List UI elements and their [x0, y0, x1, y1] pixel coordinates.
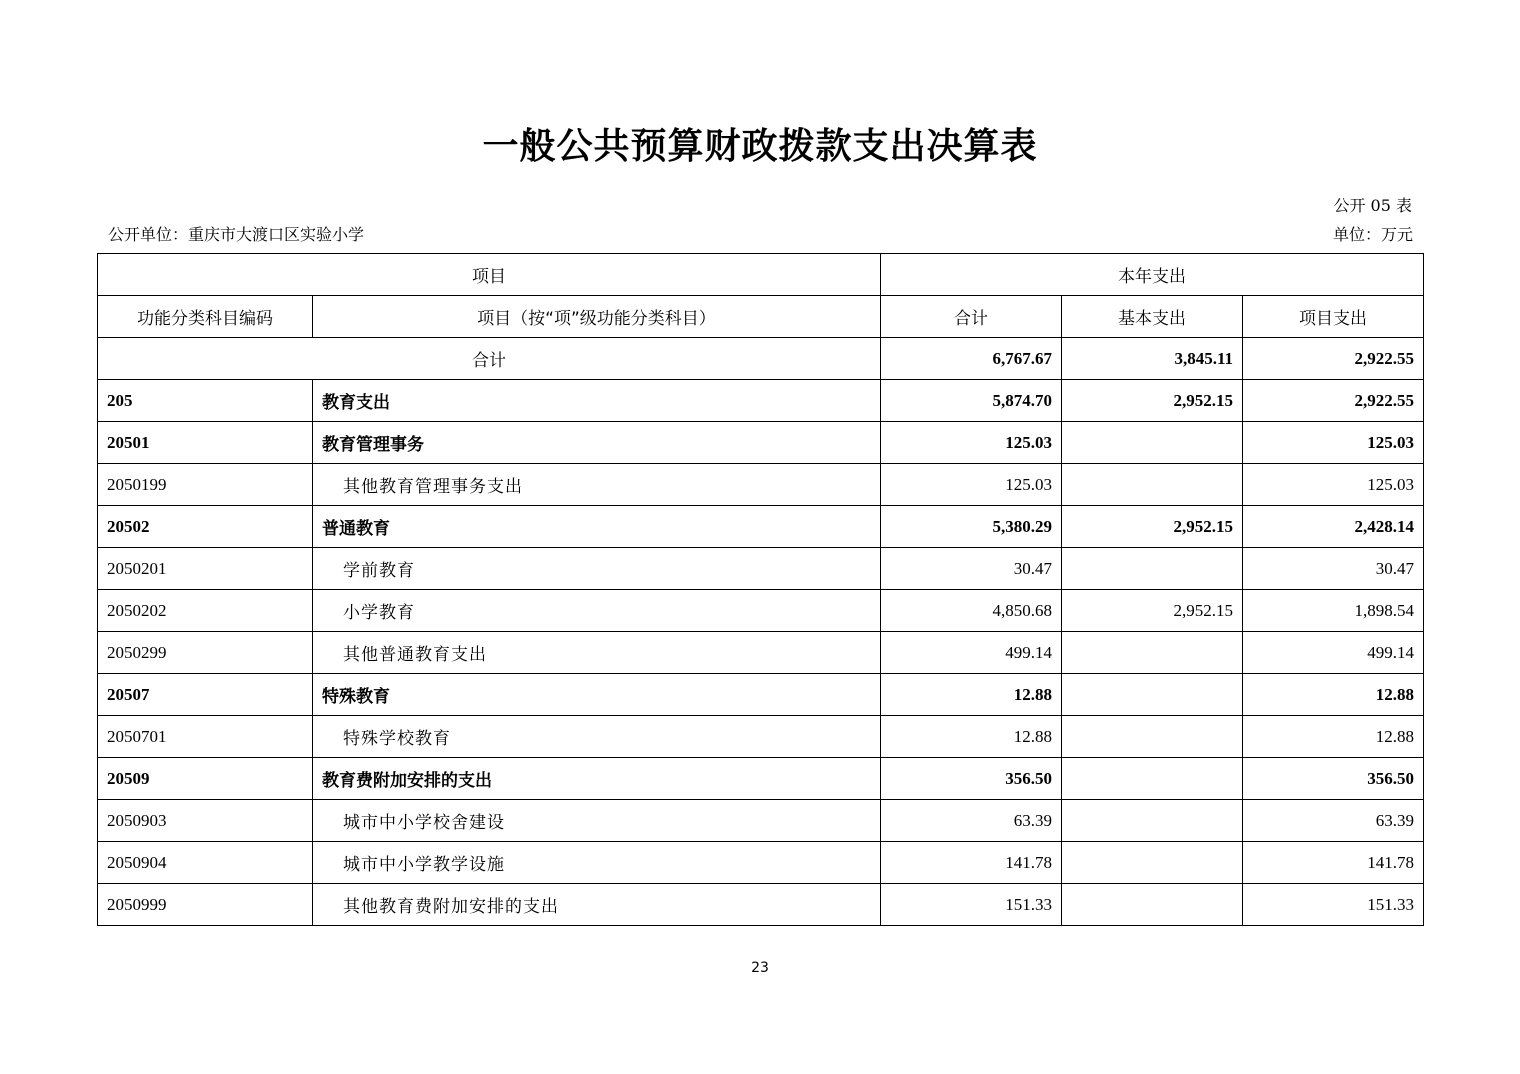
row-total: 63.39 — [881, 800, 1062, 842]
row-code: 2050201 — [98, 548, 313, 590]
table-row — [98, 632, 1424, 674]
row-project: 151.33 — [1243, 884, 1424, 926]
row-project: 12.88 — [1243, 716, 1424, 758]
row-project: 30.47 — [1243, 548, 1424, 590]
row-name: 特殊教育 — [313, 674, 881, 716]
row-basic — [1062, 548, 1243, 590]
header-item: 项目 — [98, 254, 881, 296]
row-code: 205 — [98, 380, 313, 422]
row-project: 1,898.54 — [1243, 590, 1424, 632]
table-row — [98, 506, 1424, 548]
row-project: 125.03 — [1243, 422, 1424, 464]
row-name: 教育管理事务 — [313, 422, 881, 464]
row-name: 普通教育 — [313, 506, 881, 548]
row-total: 5,380.29 — [881, 506, 1062, 548]
row-name: 特殊学校教育 — [313, 716, 881, 758]
row-basic — [1062, 884, 1243, 926]
row-code: 2050299 — [98, 632, 313, 674]
row-basic — [1062, 674, 1243, 716]
table-row — [98, 716, 1424, 758]
currency-unit-label: 单位：万元 — [1332, 225, 1413, 244]
row-project: 63.39 — [1243, 800, 1424, 842]
table-row — [98, 842, 1424, 884]
row-total: 125.03 — [881, 422, 1062, 464]
table-row — [98, 548, 1424, 590]
row-project: 12.88 — [1243, 674, 1424, 716]
table-row — [98, 800, 1424, 842]
table-row — [98, 380, 1424, 422]
row-code: 2050202 — [98, 590, 313, 632]
row-basic: 2,952.15 — [1062, 380, 1243, 422]
row-basic: 2,952.15 — [1062, 590, 1243, 632]
row-project: 356.50 — [1243, 758, 1424, 800]
row-name: 其他普通教育支出 — [313, 632, 881, 674]
header-row-sub — [98, 296, 1424, 338]
row-total: 151.33 — [881, 884, 1062, 926]
row-basic — [1062, 422, 1243, 464]
row-code: 2050199 — [98, 464, 313, 506]
header-current-year: 本年支出 — [881, 254, 1424, 296]
row-total: 12.88 — [881, 716, 1062, 758]
row-total: 499.14 — [881, 632, 1062, 674]
header-total: 合计 — [881, 296, 1062, 338]
row-code: 20509 — [98, 758, 313, 800]
header-basic: 基本支出 — [1062, 296, 1243, 338]
row-code: 2050903 — [98, 800, 313, 842]
row-total: 356.50 — [881, 758, 1062, 800]
row-code: 20502 — [98, 506, 313, 548]
form-id-label: 公开 05 表 — [1333, 196, 1412, 215]
header-project: 项目支出 — [1243, 296, 1424, 338]
row-name: 学前教育 — [313, 548, 881, 590]
row-basic — [1062, 716, 1243, 758]
total-row-label: 合计 — [98, 338, 881, 380]
row-name: 其他教育费附加安排的支出 — [313, 884, 881, 926]
row-basic — [1062, 842, 1243, 884]
total-row-total: 6,767.67 — [881, 338, 1062, 380]
row-project: 125.03 — [1243, 464, 1424, 506]
table-row — [98, 464, 1424, 506]
table-row — [98, 884, 1424, 926]
row-name: 教育支出 — [313, 380, 881, 422]
row-total: 12.88 — [881, 674, 1062, 716]
reporting-unit-label: 公开单位：重庆市大渡口区实验小学 — [108, 225, 365, 244]
row-basic — [1062, 632, 1243, 674]
table-row — [98, 422, 1424, 464]
row-total: 141.78 — [881, 842, 1062, 884]
row-total: 30.47 — [881, 548, 1062, 590]
row-code: 20507 — [98, 674, 313, 716]
header-code: 功能分类科目编码 — [98, 296, 313, 338]
page-number: 23 — [751, 960, 769, 976]
total-row-project: 2,922.55 — [1243, 338, 1424, 380]
row-basic — [1062, 800, 1243, 842]
row-total: 5,874.70 — [881, 380, 1062, 422]
row-project: 2,922.55 — [1243, 380, 1424, 422]
row-name: 城市中小学教学设施 — [313, 842, 881, 884]
row-project: 499.14 — [1243, 632, 1424, 674]
row-project: 2,428.14 — [1243, 506, 1424, 548]
row-name: 小学教育 — [313, 590, 881, 632]
row-project: 141.78 — [1243, 842, 1424, 884]
row-basic — [1062, 758, 1243, 800]
header-item-detail: 项目（按“项”级功能分类科目） — [313, 296, 881, 338]
page-title: 一般公共预算财政拨款支出决算表 — [482, 126, 1038, 167]
table-row — [98, 590, 1424, 632]
header-row-top — [98, 254, 1424, 296]
row-name: 其他教育管理事务支出 — [313, 464, 881, 506]
row-code: 20501 — [98, 422, 313, 464]
row-total: 4,850.68 — [881, 590, 1062, 632]
row-code: 2050999 — [98, 884, 313, 926]
table-row — [98, 674, 1424, 716]
table-row — [98, 758, 1424, 800]
row-basic: 2,952.15 — [1062, 506, 1243, 548]
total-row-basic: 3,845.11 — [1062, 338, 1243, 380]
row-name: 教育费附加安排的支出 — [313, 758, 881, 800]
row-total: 125.03 — [881, 464, 1062, 506]
row-name: 城市中小学校舍建设 — [313, 800, 881, 842]
row-code: 2050904 — [98, 842, 313, 884]
total-row — [98, 338, 1424, 380]
row-code: 2050701 — [98, 716, 313, 758]
expenditure-table — [97, 253, 1424, 926]
row-basic — [1062, 464, 1243, 506]
